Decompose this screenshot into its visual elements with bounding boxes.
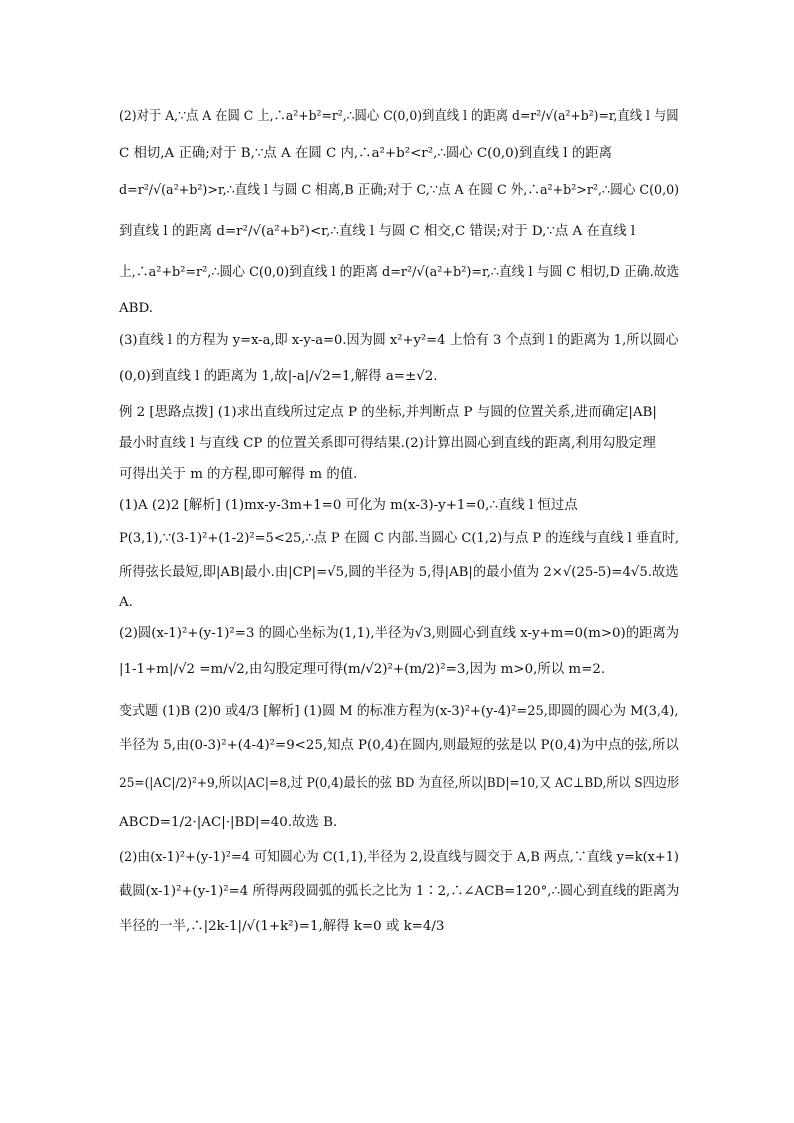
text-line: ABD. bbox=[119, 301, 154, 316]
text-line: 到直线 l 的距离 d=r²/√(a²+b²)<r,∴直线 l 与圆 C 相交,C 错误;对于 D,∵点 A 在直线 l bbox=[119, 224, 636, 239]
text-line: (1)A (2)2 [解析] (1)mx-y-3m+1=0 可化为 m(x-3)-y+1=0,∴直线 l 恒过点 bbox=[119, 498, 578, 513]
text-line: (2)对于 A,∵点 A 在圆 C 上,∴a²+b²=r²,∴圆心 C(0,0)到直线 l 的距离 d=r²/√(a²+b²)=r,直线 l 与圆 bbox=[119, 109, 679, 124]
text-line: (3)直线 l 的方程为 y=x-a,即 x-y-a=0.因为圆 x²+y²=4 上恰有 3 个点到 l 的距离为 1,所以圆心 bbox=[119, 333, 679, 348]
text-line: 变式题 (1)B (2)0 或4/3 [解析] (1)圆 M 的标准方程为(x-3)²+(y-4)²=25,即圆的圆心为 M(3,4), bbox=[119, 704, 679, 719]
text-line: 半径的一半,∴|2k-1|/√(1+k²)=1,解得 k=0 或 k=4/3 bbox=[119, 919, 445, 934]
text-line: d=r²/√(a²+b²)>r,∴直线 l 与圆 C 相离,B 正确;对于 C,∵点 A 在圆 C 外,∴a²+b²>r²,∴圆心 C(0,0) bbox=[119, 183, 680, 198]
text-line: (0,0)到直线 l 的距离为 1,故|-a|/√2=1,解得 a=±√2. bbox=[119, 369, 438, 384]
text-line: 例 2 [思路点拨] (1)求出直线所过定点 P 的坐标,并判断点 P 与圆的位置关系,进而确定|AB| bbox=[119, 405, 657, 420]
text-line: C 相切,A 正确;对于 B,∵点 A 在圆 C 内,∴a²+b²<r²,∴圆心 C(0,0)到直线 l 的距离 bbox=[119, 146, 613, 161]
text-line: A. bbox=[119, 595, 133, 610]
text-line: 上,∴a²+b²=r²,∴圆心 C(0,0)到直线 l 的距离 d=r²/√(a²+b²)=r,∴直线 l 与圆 C 相切,D 正确.故选 bbox=[119, 265, 680, 280]
text-line: ABCD=1/2·|AC|·|BD|=40.故选 B. bbox=[119, 815, 338, 830]
text-line: 可得出关于 m 的方程,即可解得 m 的值. bbox=[119, 467, 358, 482]
text-line: (2)由(x-1)²+(y-1)²=4 可知圆心为 C(1,1),半径为 2,设直线与圆交于 A,B 两点,∵直线 y=k(x+1) bbox=[119, 850, 679, 865]
text-line: 最小时直线 l 与直线 CP 的位置关系即可得结果.(2)计算出圆心到直线的距离,利用勾股定理 bbox=[119, 436, 656, 451]
text-line: 半径为 5,由(0-3)²+(4-4)²=9<25,知点 P(0,4)在圆内,则最短的弦是以 P(0,4)为中点的弦,所以 bbox=[119, 738, 679, 753]
text-line: (2)圆(x-1)²+(y-1)²=3 的圆心坐标为(1,1),半径为√3,则圆心到直线 x-y+m=0(m>0)的距离为 bbox=[119, 626, 680, 641]
text-line: 25=(|AC|/2)²+9,所以|AC|=8,过 P(0,4)最长的弦 BD 为直径,所以|BD|=10,又 AC⊥BD,所以 S四边形 bbox=[119, 776, 680, 791]
text-line: 所得弦长最短,即|AB|最小.由|CP|=√5,圆的半径为 5,得|AB|的最小值为 2×√(25-5)=4√5.故选 bbox=[119, 565, 679, 580]
text-line: 截圆(x-1)²+(y-1)²=4 所得两段圆弧的弧长之比为 1∶2,∴∠ACB=120°,∴圆心到直线的距离为 bbox=[119, 884, 680, 899]
text-line: P(3,1),∵(3-1)²+(1-2)²=5<25,∴点 P 在圆 C 内部.当圆心 C(1,2)与点 P 的连线与直线 l 垂直时, bbox=[119, 531, 680, 546]
text-line: |1-1+m|/√2 =m/√2,由勾股定理可得(m/√2)²+(m/2)²=3,因为 m>0,所以 m=2. bbox=[119, 662, 606, 677]
